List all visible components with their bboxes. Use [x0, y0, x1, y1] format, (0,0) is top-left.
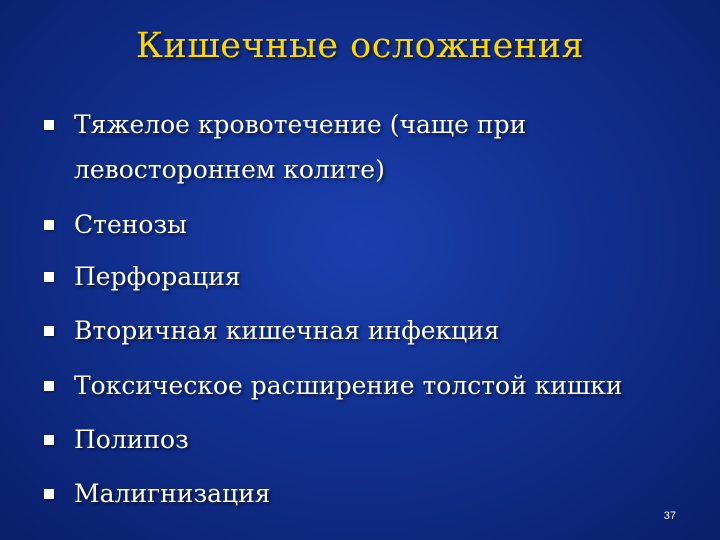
list-item-text: Малигнизация — [74, 479, 271, 508]
list-item-text: Тяжелое кровотечение (чаще при — [74, 110, 527, 139]
square-bullet-icon — [44, 381, 54, 391]
square-bullet-icon — [44, 489, 54, 499]
square-bullet-icon — [44, 326, 54, 336]
page-number: 37 — [663, 510, 676, 522]
list-item-text-continued: левостороннем колите) — [74, 155, 385, 184]
square-bullet-icon — [44, 220, 54, 230]
list-item-text: Токсическое расширение толстой кишки — [74, 371, 623, 400]
list-item-text: Вторичная кишечная инфекция — [74, 316, 500, 345]
slide-title: Кишечные осложнения — [135, 26, 585, 66]
list-item-text: Полипоз — [74, 425, 189, 454]
list-item-text: Стенозы — [74, 210, 188, 239]
square-bullet-icon — [44, 120, 54, 130]
list-item-text: Перфорация — [74, 262, 241, 291]
square-bullet-icon — [44, 272, 54, 282]
square-bullet-icon — [44, 435, 54, 445]
